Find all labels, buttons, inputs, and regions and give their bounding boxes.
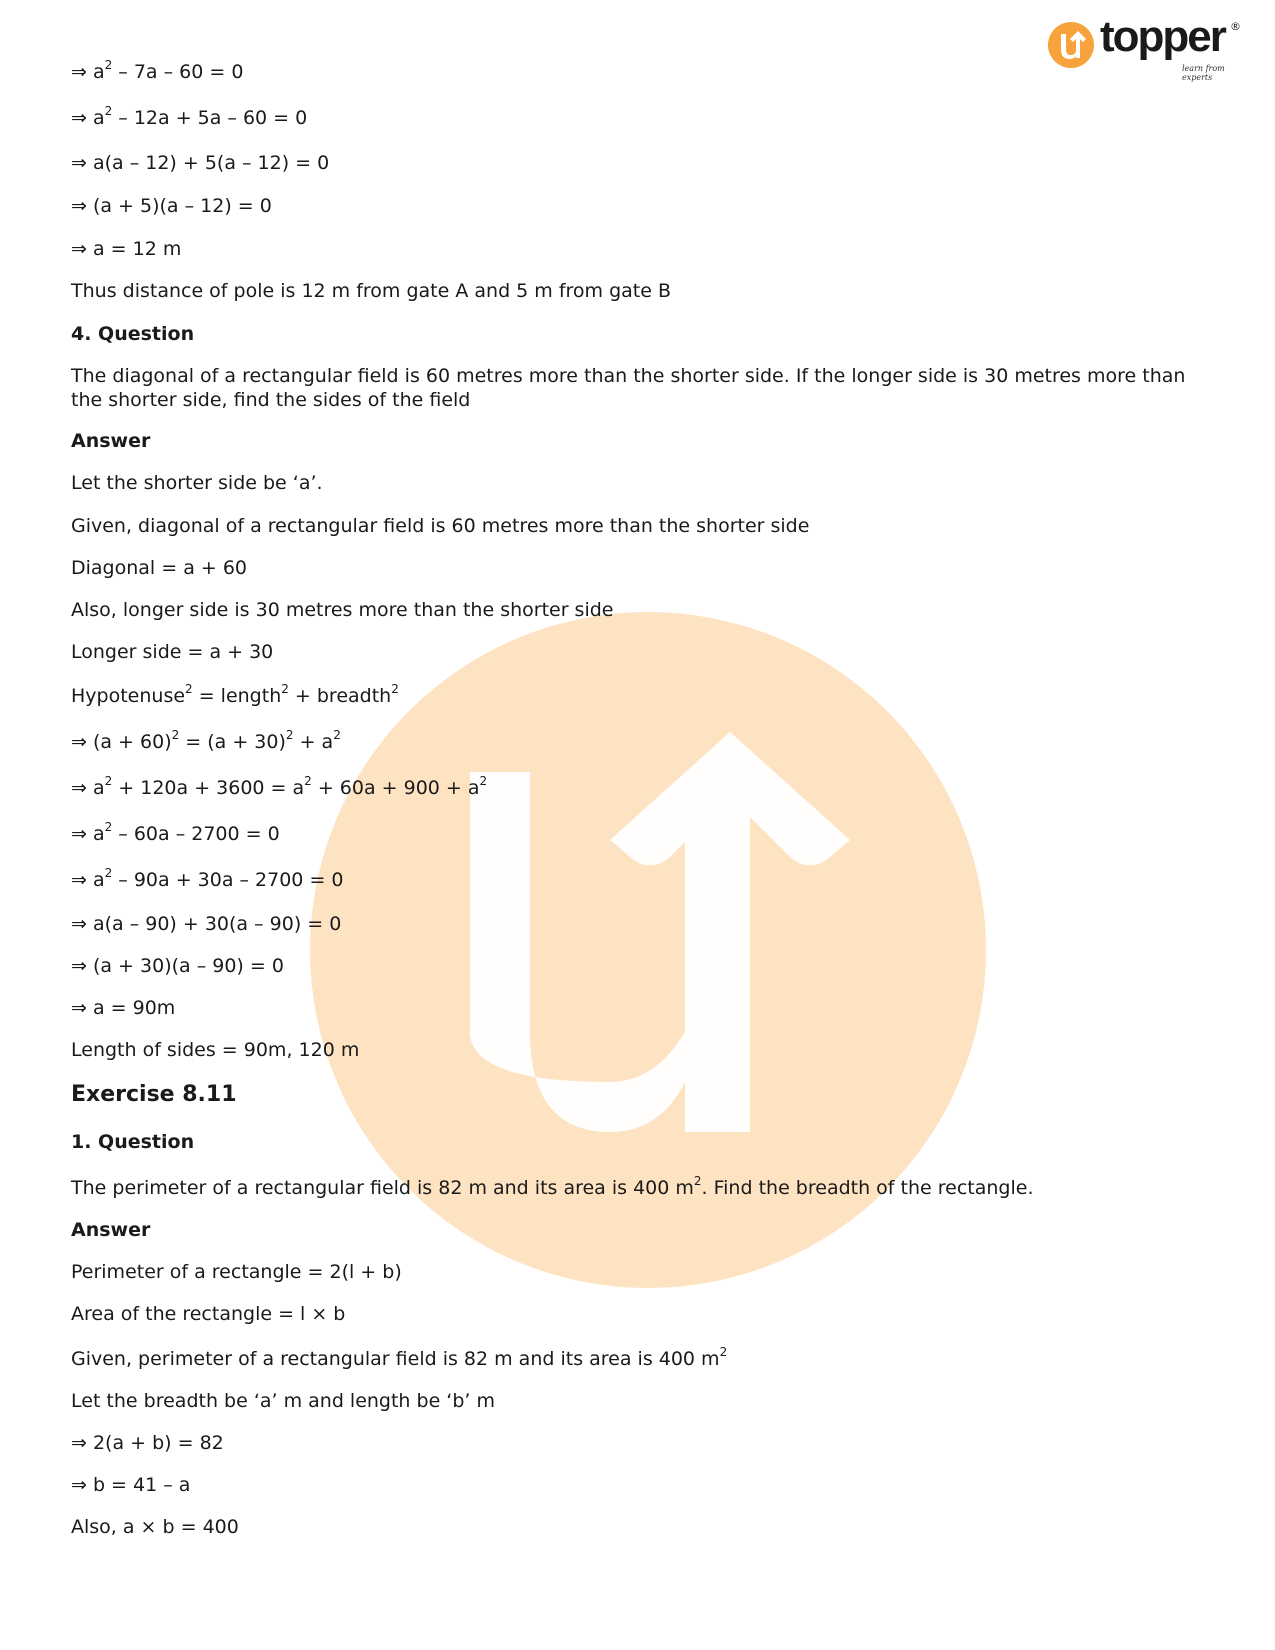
u-arrow-icon [1048,22,1094,68]
text-line: Perimeter of a rectangle = 2(l + b) [71,1261,402,1283]
text-line: Area of the rectangle = l × b [71,1303,346,1325]
text-line: Longer side = a + 30 [71,641,274,663]
equation-line: Also, a × b = 400 [71,1516,239,1538]
equation-line: ⇒ a(a – 90) + 30(a – 90) = 0 [71,913,342,935]
equation-line: ⇒ a = 12 m [71,238,182,260]
equation-line: ⇒ (a + 30)(a – 90) = 0 [71,955,284,977]
equation-line: ⇒ $a^2 - 7a - 60 = 0$ [71,57,244,83]
question-text: The diagonal of a rectangular field is 60 metres more than the shorter side. If the longer side is 30 metres more than the shorter side, find the sides of the field [71,365,1186,411]
exercise-heading: Exercise 8.11 [71,1082,237,1107]
question-heading: 4. Question [71,323,195,345]
answer-heading: Answer [71,430,151,452]
topper-logo [1048,12,1248,82]
equation-line: ⇒ $(a + 60)^2 = (a + 30)^2 + a^2$ [71,727,341,753]
equation-line: ⇒ $a^2 - 90a + 30a - 2700 = 0$ [71,865,344,891]
equation-line: ⇒ (a + 5)(a – 12) = 0 [71,195,272,217]
equation-line: ⇒ 2(a + b) = 82 [71,1432,224,1454]
text-line: Diagonal = a + 60 [71,557,248,579]
text-line: Length of sides = 90m, 120 m [71,1039,360,1061]
answer-heading: Answer [71,1219,151,1241]
equation-line: ⇒ $a^2 - 12a + 5a - 60 = 0$ [71,103,308,129]
text-line: Let the shorter side be ‘a’. [71,472,323,494]
text-line: Also, longer side is 30 metres more than the shorter side [71,599,614,621]
equation-line: Hypotenuse$^2$ = length$^2$ + breadth$^2$ [71,681,399,707]
registered-mark: ® [1230,20,1241,33]
text-line: Let the breadth be ‘a’ m and length be ‘b’ m [71,1390,495,1412]
question-heading: 1. Question [71,1131,195,1153]
question-text: The perimeter of a rectangular field is 82 m and its area is 400 $m^2$. Find the breadth of the rectangle. [71,1173,1034,1199]
text-line: Given, perimeter of a rectangular field is 82 m and its area is 400 $m^2$ [71,1344,728,1370]
logo-wordmark: topper [1100,12,1225,61]
equation-line: ⇒ a(a – 12) + 5(a – 12) = 0 [71,152,330,174]
equation-line: ⇒ $a^2 + 120a + 3600 = a^2 + 60a + 900 + a^2$ [71,773,488,799]
text-line: Given, diagonal of a rectangular field is 60 metres more than the shorter side [71,515,810,537]
equation-line: ⇒ a = 90m [71,997,176,1019]
text-line: Thus distance of pole is 12 m from gate A and 5 m from gate B [71,280,672,302]
equation-line: ⇒ $a^2 - 60a - 2700 = 0$ [71,819,280,845]
logo-tagline: learn from experts [1182,64,1225,82]
equation-line: ⇒ b = 41 – a [71,1474,191,1496]
